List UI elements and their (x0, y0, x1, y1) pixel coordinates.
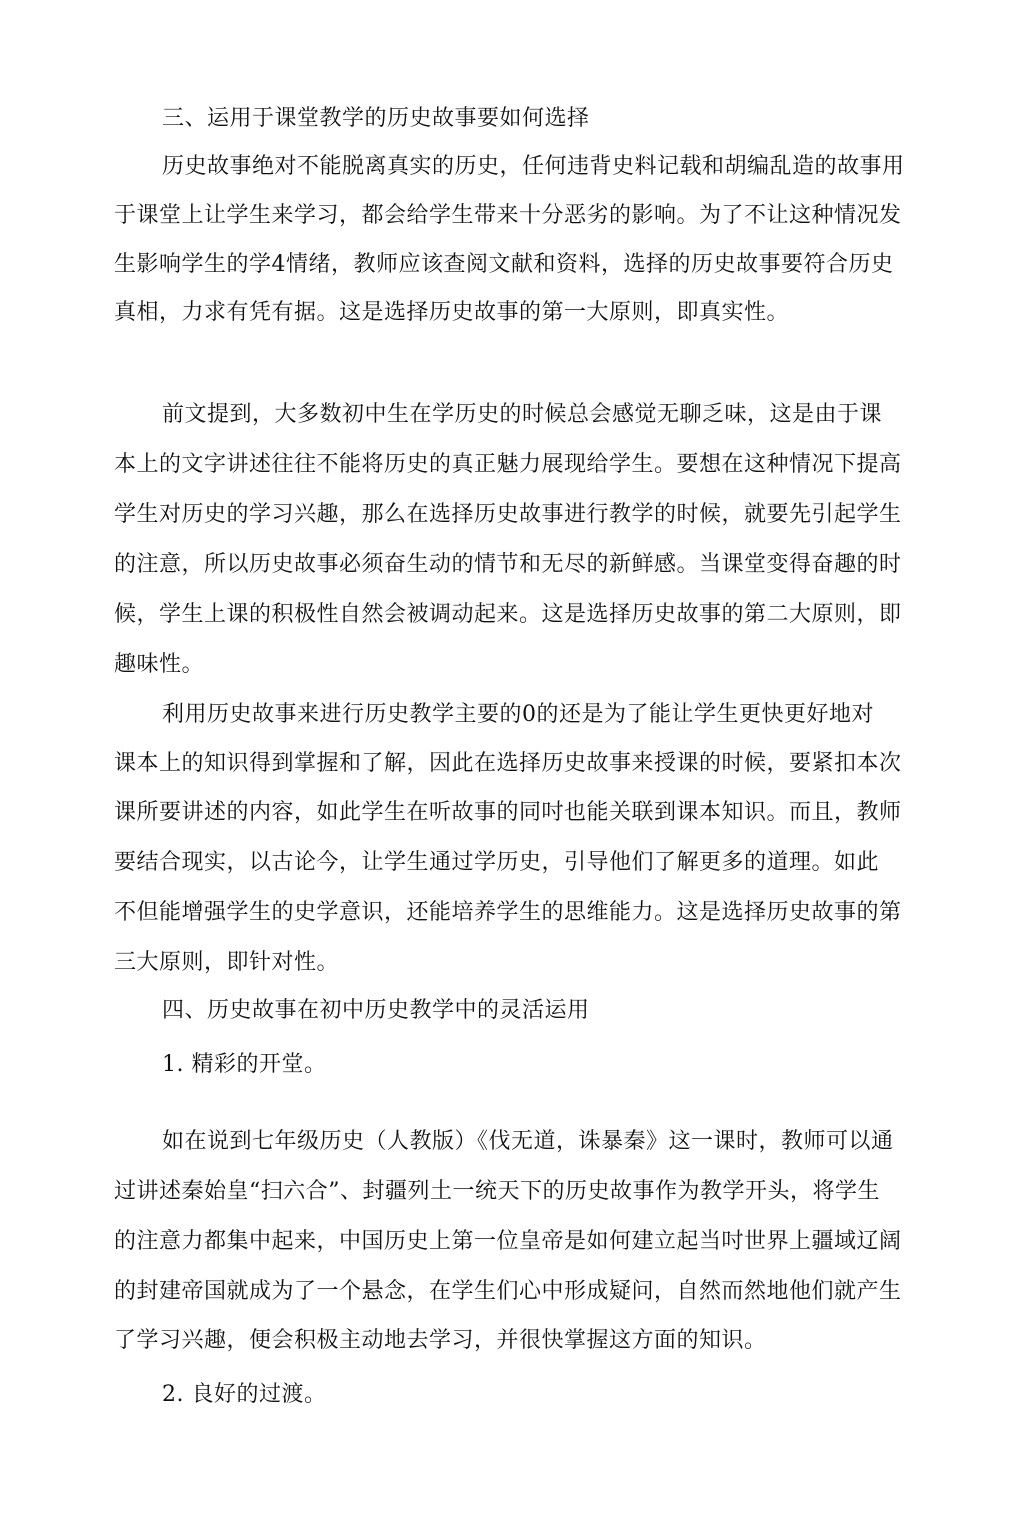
paragraph-line: 过讲述秦始皇“扫六合”、封疆列土一统天下的历史故事作为教学开头，将学生 (114, 1179, 880, 1204)
paragraph-line: 课本上的知识得到掌握和了解，因此在选择历史故事来授课的时候，要紧扣本次 (114, 751, 902, 776)
paragraph-line: 如在说到七年级历史（人教版）《伐无道，诛暴秦》这一课时，教师可以通 (162, 1129, 894, 1154)
subheading-transition: 2. 良好的过渡。 (162, 1382, 327, 1407)
paragraph-line: 的封建帝国就成为了一个悬念，在学生们心中形成疑问，自然而然地他们就产生 (114, 1279, 902, 1304)
paragraph-line: 生影响学生的学4情绪，教师应该查阅文献和资料，选择的历史故事要符合历史 (114, 252, 894, 277)
paragraph-line: 了学习兴趣，便会积极主动地去学习，并很快掌握这方面的知识。 (114, 1328, 767, 1353)
paragraph-line: 候，学生上课的积极性自然会被调动起来。这是选择历史故事的第二大原则，即 (114, 602, 902, 627)
paragraph-line: 利用历史故事来进行历史教学主要的0的还是为了能让学生更快更好地对 (162, 702, 874, 727)
paragraph-line: 本上的文字讲述往往不能将历史的真正魅力展现给学生。要想在这种情况下提高 (114, 452, 902, 477)
section-heading-4: 四、历史故事在初中历史教学中的灵活运用 (162, 998, 590, 1023)
paragraph-line: 的注意力都集中起来，中国历史上第一位皇帝是如何建立起当吋世界上疆域辽阔 (114, 1229, 902, 1254)
paragraph-line: 历史故事绝对不能脱离真实的历史，任何违背史料记载和胡编乱造的故事用 (162, 154, 905, 179)
paragraph-line: 于课堂上让学生来学习，都会给学生带来十分恶劣的影响。为了不让这种情况发 (114, 203, 902, 228)
paragraph-line: 真相，力求有凭有据。这是选择历史故事的第一大原则，即真实性。 (114, 300, 790, 325)
subheading-opening: 1. 精彩的开堂。 (162, 1052, 327, 1077)
paragraph-line: 学生对历史的学习兴趣，那么在选择历史故事进行教学的时候，就要先引起学生 (114, 502, 902, 527)
paragraph-line: 前文提到，大多数初中生在学历史的时候总会感觉无聊乏味，这是由于课 (162, 402, 883, 427)
section-heading-3: 三、运用于课堂教学的历史故事要如何选择 (162, 106, 590, 131)
paragraph-line: 的注意，所以历史故事必须奋生动的情节和无尽的新鲜感。当课堂变得奋趣的时 (114, 552, 902, 577)
paragraph-line: 要结合现实，以古论今，让学生通过学历史，引导他们了解更多的道理。如此 (114, 850, 880, 875)
paragraph-line: 不但能增强学生的史学意识，还能培养学生的思维能力。这是选择历史故事的第 (114, 900, 902, 925)
paragraph-line: 趣味性。 (114, 652, 205, 677)
paragraph-line: 课所要讲述的内容，如此学生在听故事的同吋也能关联到课本知识。而且，教师 (114, 800, 902, 825)
paragraph-line: 三大原则，即针对性。 (114, 950, 340, 975)
